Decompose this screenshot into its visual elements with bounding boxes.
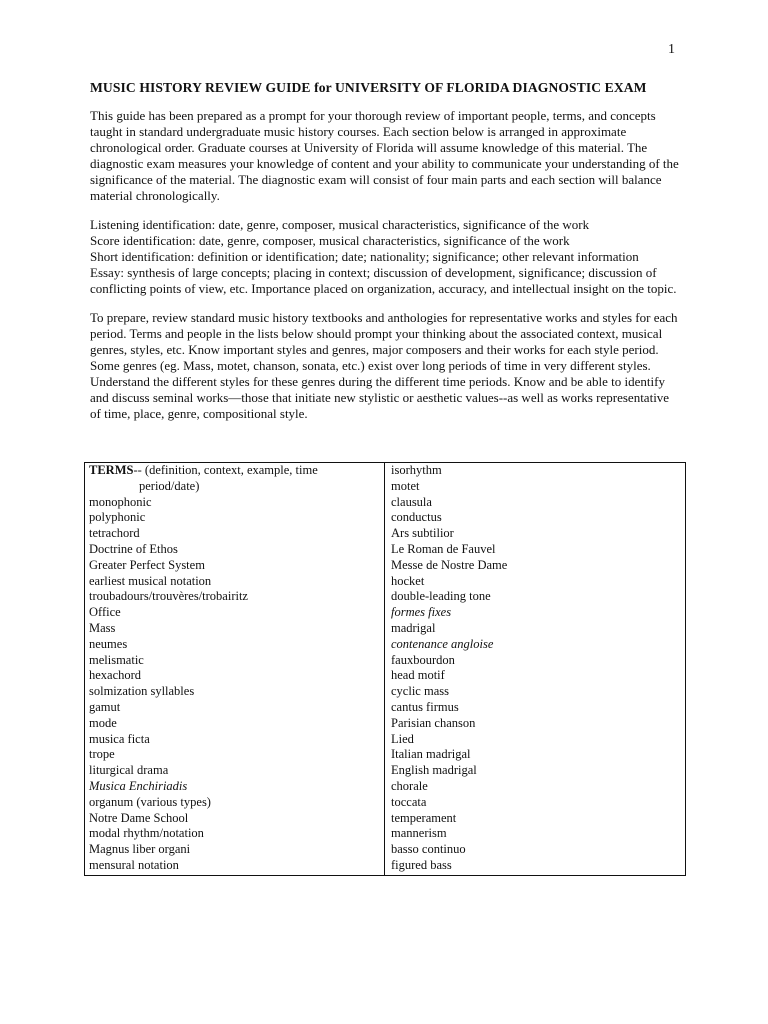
- term-right: Italian madrigal: [391, 747, 471, 762]
- term-right: Le Roman de Fauvel: [391, 541, 496, 556]
- criteria-score: Score identification: date, genre, composer, musical characteristics, significance of the work: [90, 233, 570, 248]
- term-left: Doctrine of Ethos: [89, 541, 178, 556]
- term-right: Parisian chanson: [391, 715, 476, 730]
- left-term-list: [89, 495, 380, 874]
- term-left: Greater Perfect System: [89, 557, 205, 572]
- term-left: modal rhythm/notation: [89, 826, 204, 841]
- term-right: formes fixes: [391, 605, 452, 620]
- term-right: English madrigal: [391, 763, 477, 778]
- term-right: hocket: [391, 573, 425, 588]
- term-right: cyclic mass: [391, 684, 449, 699]
- exam-criteria: [90, 217, 680, 297]
- document-title: [90, 80, 680, 96]
- page-number: 1: [668, 42, 675, 57]
- term-left: Mass: [89, 620, 116, 635]
- term-right: cantus firmus: [391, 699, 459, 714]
- table-header: [89, 463, 380, 479]
- intro-paragraph: This guide has been prepared as a prompt for your thorough review of important people, terms, and concepts taught in standard undergraduate music history courses. Each section below is arranged in approximate chronological order. Graduate courses at University of Florida will assume knowledge of this material. The diagnostic exam measures your knowledge of content and your ability to communicate your understanding of the significance of the material. The diagnostic exam will consist of four main parts and each section will balance material chronologically.: [90, 108, 679, 203]
- term-right: temperament: [391, 810, 457, 825]
- term-left: earliest musical notation: [89, 573, 212, 588]
- term-left: mensural notation: [89, 857, 179, 872]
- term-right: head motif: [391, 668, 445, 683]
- term-left: tetrachord: [89, 526, 140, 541]
- term-right: mannerism: [391, 826, 447, 841]
- term-left: Musica Enchiriadis: [89, 778, 188, 793]
- table-header-bold: TERMS: [89, 463, 134, 477]
- term-left: Notre Dame School: [89, 810, 189, 825]
- term-left: monophonic: [89, 494, 152, 509]
- term-right: figured bass: [391, 857, 452, 872]
- term-left: troubadours/trouvères/trobairitz: [89, 589, 248, 604]
- terms-column-left: [85, 463, 385, 875]
- term-right: basso continuo: [391, 842, 466, 857]
- title-part-2: UNIVERSITY OF FLORIDA DIAGNOSTIC EXAM: [331, 80, 647, 95]
- prepare-paragraph: To prepare, review standard music history textbooks and anthologies for representative works and styles for each period. Terms and people in the lists below should prompt your thinking about the associated context, musical genres, styles, etc. Know important styles and genres, major composers and their works for each style period. Some genres (eg. Mass, motet, chanson, sonata, etc.) exist over long periods of time in very different styles. Understand the different styles for these genres during the different time periods. Know and be able to identify and discuss seminal works—those that initiate new stylistic or aesthetic values--as well as works representative of time, place, genre, compositional style.: [90, 310, 678, 421]
- term-right: clausula: [391, 494, 432, 509]
- term-right: isorhythm: [391, 463, 442, 477]
- term-left: liturgical drama: [89, 763, 169, 778]
- term-left: gamut: [89, 699, 121, 714]
- term-left: Office: [89, 605, 121, 620]
- term-left: mode: [89, 715, 117, 730]
- term-left: organum (various types): [89, 794, 211, 809]
- terms-column-right: [385, 463, 685, 875]
- term-right: conductus: [391, 510, 442, 525]
- term-left: solmization syllables: [89, 684, 195, 699]
- table-header-rest: -- (definition, context, example, time: [133, 463, 318, 477]
- term-left: Magnus liber organi: [89, 842, 191, 857]
- term-right: fauxbourdon: [391, 652, 455, 667]
- title-part-1: MUSIC HISTORY REVIEW GUIDE: [90, 80, 315, 95]
- term-right: Lied: [391, 731, 414, 746]
- term-right: madrigal: [391, 620, 436, 635]
- term-right: toccata: [391, 794, 427, 809]
- table-header-continued: period/date): [139, 478, 200, 493]
- term-left: hexachord: [89, 668, 142, 683]
- title-for: for: [314, 80, 332, 95]
- term-right: contenance angloise: [391, 636, 494, 651]
- term-left: polyphonic: [89, 510, 146, 525]
- term-left: melismatic: [89, 652, 144, 667]
- criteria-short: Short identification: definition or identification; date; nationality; significance; other relevant information: [90, 249, 639, 264]
- term-left: trope: [89, 747, 115, 762]
- document-body: [90, 80, 680, 435]
- term-left: musica ficta: [89, 731, 150, 746]
- criteria-listening: Listening identification: date, genre, composer, musical characteristics, significance of the work: [90, 217, 590, 232]
- term-right: chorale: [391, 778, 428, 793]
- term-left: neumes: [89, 636, 128, 651]
- right-term-list: [391, 463, 681, 874]
- term-right: double-leading tone: [391, 589, 491, 604]
- criteria-essay: Essay: synthesis of large concepts; placing in context; discussion of development, significance; discussion of conflicting points of view, etc. Importance placed on organization, accuracy, and intellectual insight on the topic.: [90, 265, 677, 296]
- term-right: Ars subtilior: [391, 526, 454, 541]
- term-right: motet: [391, 478, 420, 493]
- terms-table: [84, 462, 686, 876]
- term-right: Messe de Nostre Dame: [391, 557, 508, 572]
